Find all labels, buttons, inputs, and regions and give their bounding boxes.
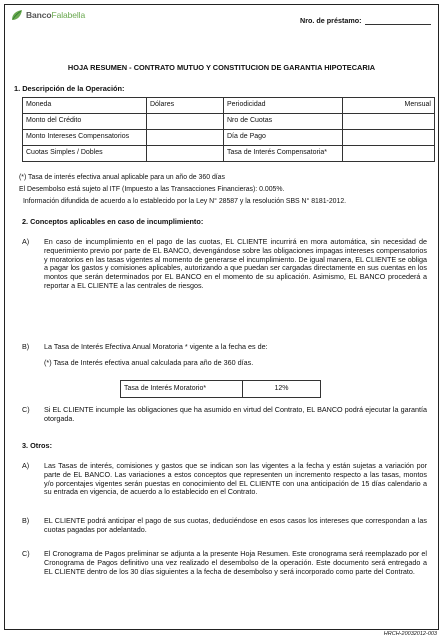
table-cell: Dólares xyxy=(147,98,224,114)
item-text: Las Tasas de interés, comisiones y gastos que se indican son las vigentes a la fecha y están sujetas a variación por parte de EL BANCO. Las variaciones a estos conceptos que representen un incremento respecto a las tasas, montos y/o porcentajes vigentes serán puestas en conocimiento del EL CLIENTE con una anticipación de 15 días calendario a su entrada en vigencia, de acuerdo a lo establecido en el Contrato. xyxy=(44,461,427,497)
section3-item-b xyxy=(22,517,427,535)
rate-value: 12% xyxy=(243,381,321,398)
item-letter: C) xyxy=(22,549,30,558)
item-letter: A) xyxy=(22,461,30,470)
item-text: La Tasa de Interés Efectiva Anual Moratoria * vigente a la fecha es de: xyxy=(44,342,268,351)
item-text: Si EL CLIENTE incumple las obligaciones que ha asumido en virtud del Contrato, EL BANCO podrá ejecutar la garantía otorgada. xyxy=(44,405,427,423)
table-cell: Día de Pago xyxy=(224,130,343,146)
document-title: HOJA RESUMEN - CONTRATO MUTUO Y CONSTITUCION DE GARANTIA HIPOTECARIA xyxy=(67,63,376,72)
form-code: HRCH-20032012-003 xyxy=(383,631,437,638)
table-cell xyxy=(343,130,435,146)
loan-number-label: Nro. de préstamo: xyxy=(300,16,362,25)
table-cell xyxy=(343,114,435,130)
section1-heading: 1. Descripción de la Operación: xyxy=(14,84,125,93)
section2-heading: 2. Conceptos aplicables en caso de incumplimiento: xyxy=(22,217,204,226)
rate-label: Tasa de Interés Moratorio* xyxy=(121,381,243,398)
table-cell xyxy=(147,146,224,162)
note-itf: El Desembolso está sujeto al ITF (Impuesto a las Transacciones Financieras): 0.005%. xyxy=(19,186,285,193)
brand-suffix: Falabella xyxy=(51,10,86,21)
moratorium-rate-table xyxy=(120,380,321,398)
note-law: Información difundida de acuerdo a lo establecido por la Ley N° 28587 y la resolución SBS N° 8181-2012. xyxy=(23,198,347,205)
loan-number-field xyxy=(300,17,431,26)
table-row xyxy=(121,381,321,398)
item-letter: A) xyxy=(22,237,30,246)
note-interest-rate: (*) Tasa de interés efectiva anual aplicable para un año de 360 días xyxy=(19,174,225,181)
item-text: El Cronograma de Pagos preliminar se adjunta a la presente Hoja Resumen. Este cronograma será reemplazado por el Cronograma de Pagos definitivo una vez realizado el desembolso de la operación. Este documento será entregado a EL CLIENTE dentro de los 30 días siguientes a la fecha de desembolso y será incorporado como parte del Contrato. xyxy=(44,549,427,576)
leaf-icon xyxy=(10,9,23,22)
item-letter: C) xyxy=(22,405,30,414)
section3-item-a xyxy=(22,462,427,497)
item-letter: B) xyxy=(22,516,30,525)
table-row xyxy=(23,114,435,130)
section3-item-c xyxy=(22,550,427,576)
item-text: En caso de incumplimiento en el pago de las cuotas, EL CLIENTE incurrirá en mora automática, sin necesidad de requerimiento previo por parte de EL BANCO, devengándose sobre las obligaciones impagas intereses compensatorios y moratorios en las tasas vigentes al momento de generarse el incumplimiento. De igual manera, EL CLIENTE se obliga a pagar los gastos y comisiones aplicables, autorizando a que puedan ser cargadas directamente en sus cuentas en los montos que serán determinados por EL BANCO en el momento de su aplicación. Asimismo, EL BANCO procederá a reportar a EL CLIENTE a las centrales de riesgos. xyxy=(44,237,427,290)
item-text: EL CLIENTE podrá anticipar el pago de sus cuotas, deduciéndose en esos casos los intereses que correspondan a las cuotas pagadas por adelantado. xyxy=(44,516,427,534)
table-cell: Periodicidad xyxy=(224,98,343,114)
table-row xyxy=(23,146,435,162)
item-note: (*) Tasa de Interés efectiva anual calculada para año de 360 días. xyxy=(44,358,254,367)
table-cell xyxy=(343,146,435,162)
section2-item-a xyxy=(22,238,427,291)
table-cell: Mensual xyxy=(343,98,435,114)
table-cell xyxy=(147,114,224,130)
table-cell: Moneda xyxy=(23,98,147,114)
bank-logo xyxy=(10,9,85,22)
loan-number-blank xyxy=(365,17,431,25)
operation-description-table xyxy=(22,97,435,162)
table-row xyxy=(23,130,435,146)
section2-item-b xyxy=(22,343,427,352)
item-letter: B) xyxy=(22,342,30,351)
table-cell: Cuotas Simples / Dobles xyxy=(23,146,147,162)
section2-item-b-note xyxy=(44,359,424,368)
table-cell: Tasa de Interés Compensatoria* xyxy=(224,146,343,162)
table-row xyxy=(23,98,435,114)
brand-name: Banco xyxy=(26,10,52,21)
table-cell xyxy=(147,130,224,146)
table-cell: Monto Intereses Compensatorios xyxy=(23,130,147,146)
table-cell: Nro de Cuotas xyxy=(224,114,343,130)
section3-heading: 3. Otros: xyxy=(22,441,53,450)
section2-item-c xyxy=(22,406,427,424)
table-cell: Monto del Crédito xyxy=(23,114,147,130)
